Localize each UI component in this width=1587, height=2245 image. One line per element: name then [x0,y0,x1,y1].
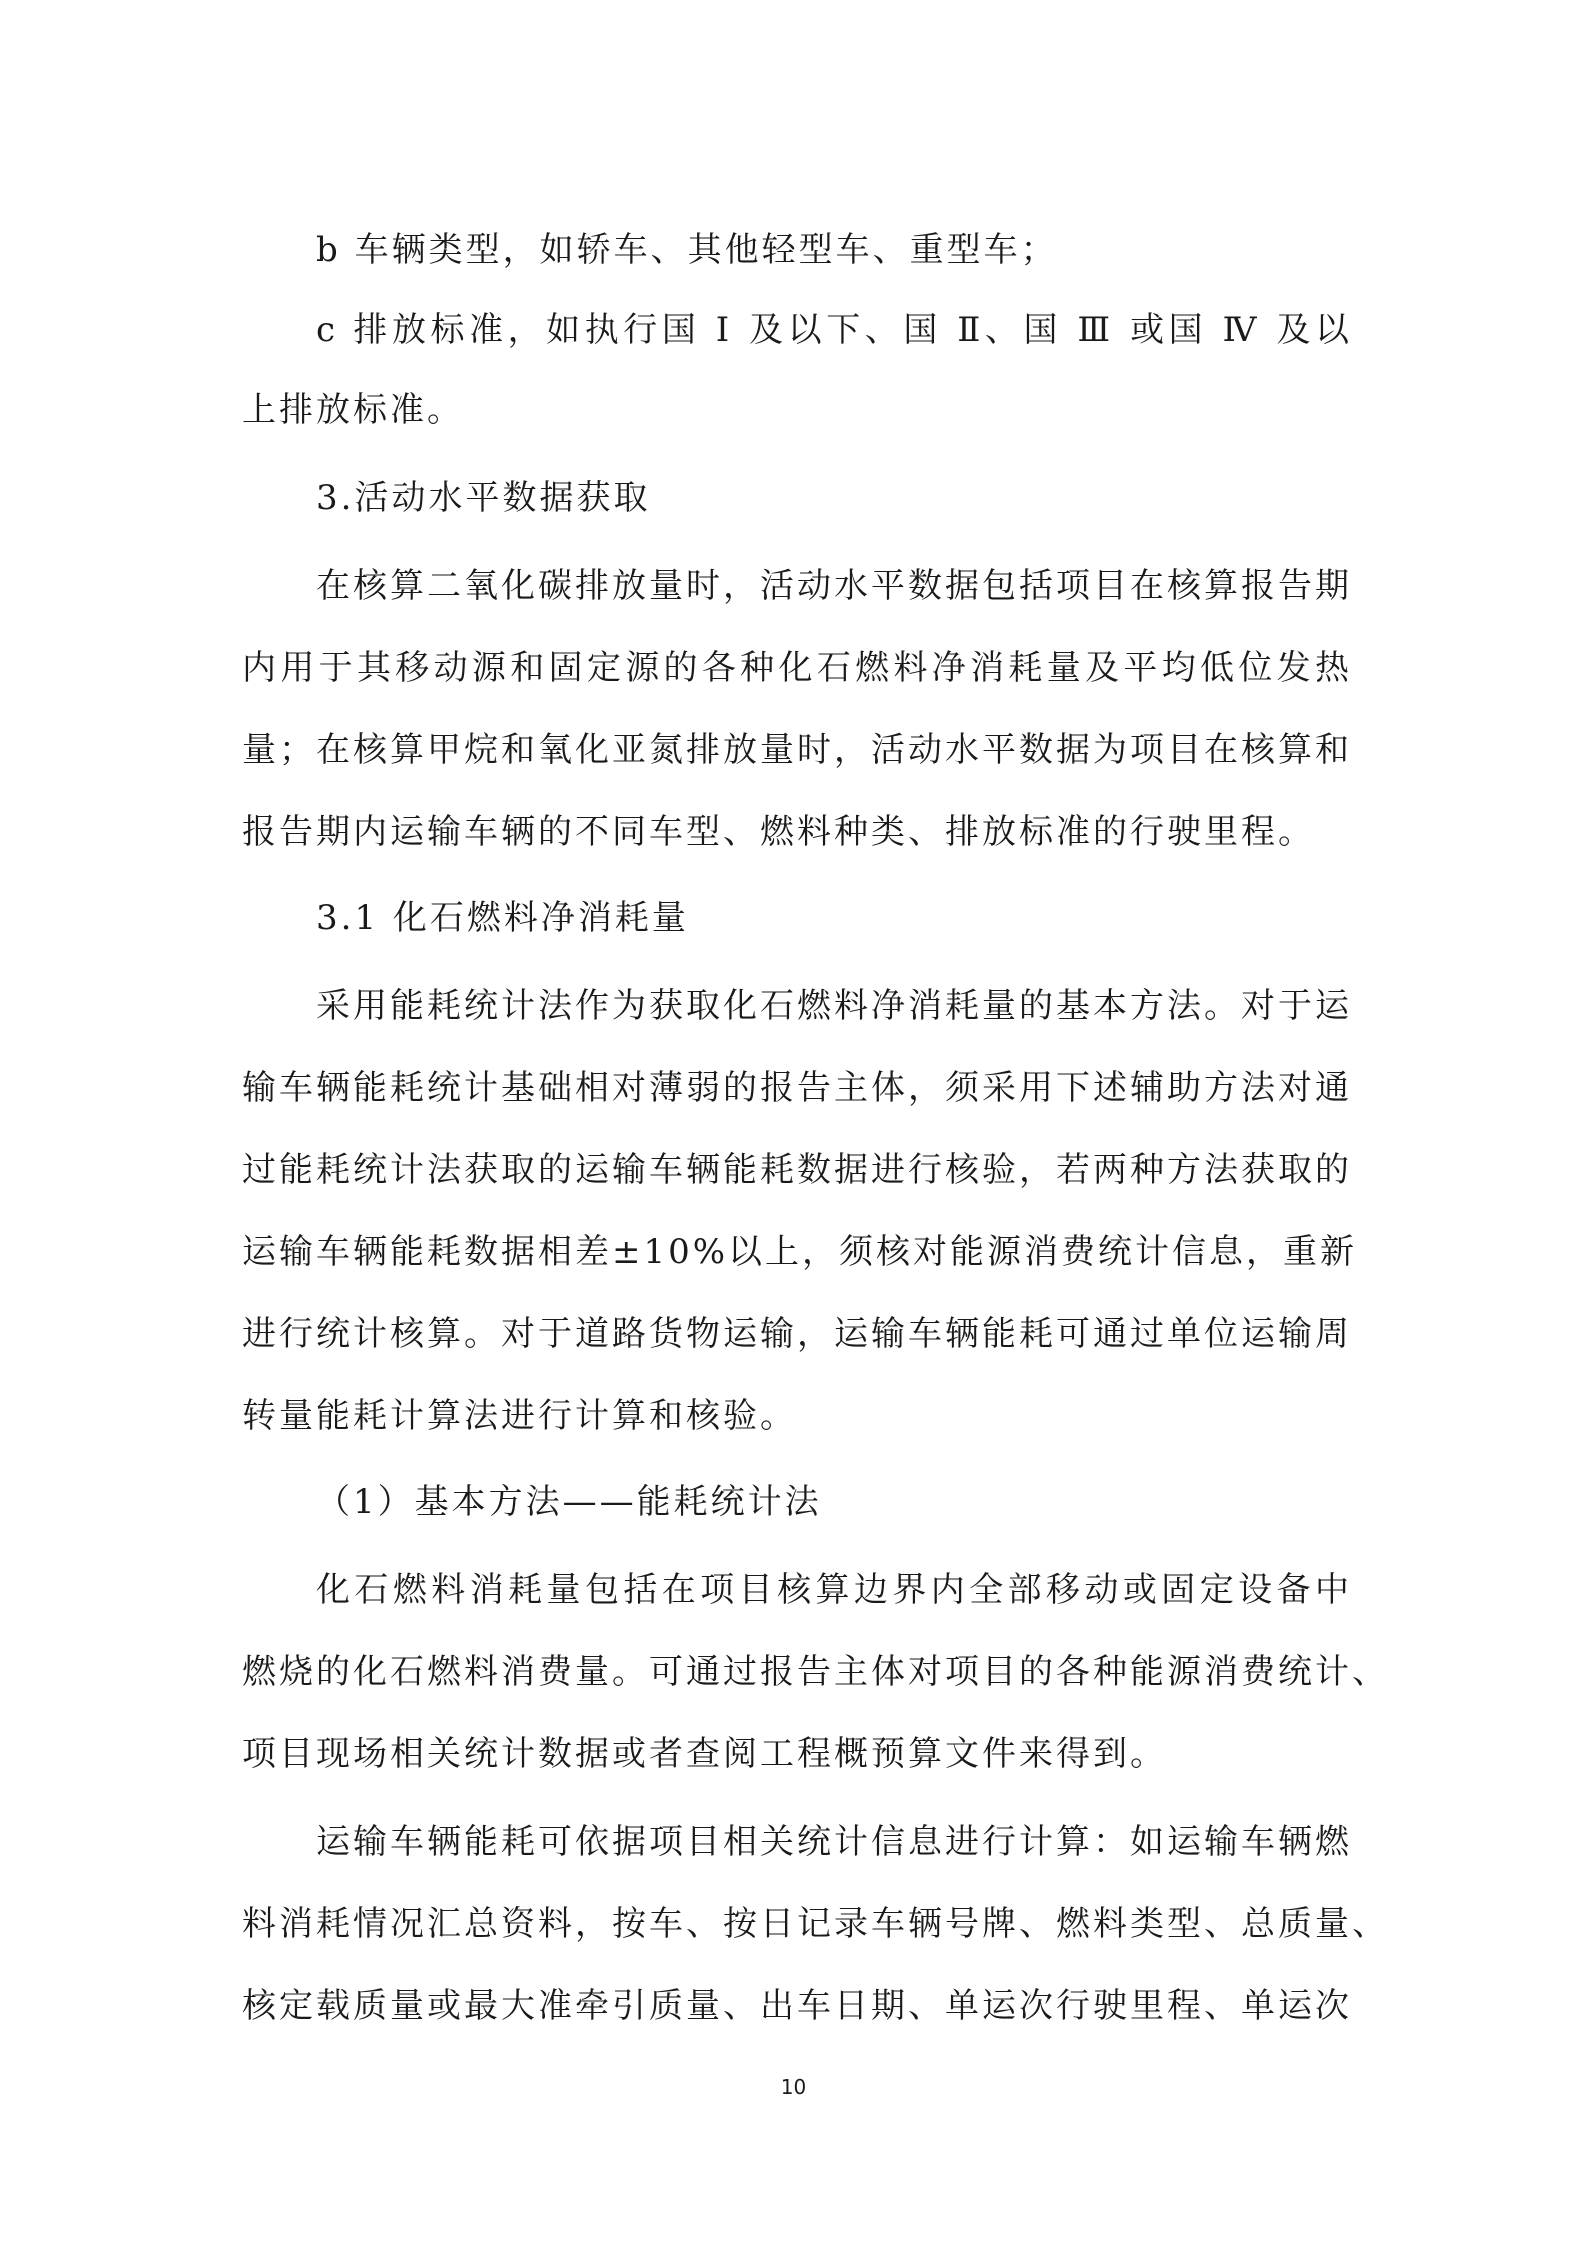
text-line: b 车辆类型，如轿车、其他轻型车、重型车； [316,230,1058,270]
text-line: 核定载质量或最大准牵引质量、出车日期、单运次行驶里程、单运次 [242,1986,1352,2026]
text-line: 化石燃料消耗量包括在项目核算边界内全部移动或固定设备中 [316,1570,1352,1610]
text-line: 上排放标准。 [242,390,464,430]
text-line: 项目现场相关统计数据或者查阅工程概预算文件来得到。 [242,1734,1167,1774]
text-line: 输车辆能耗统计基础相对薄弱的报告主体，须采用下述辅助方法对通 [242,1068,1352,1108]
text-line: 料消耗情况汇总资料，按车、按日记录车辆号牌、燃料类型、总质量、 [242,1904,1389,1944]
text-line: 燃烧的化石燃料消费量。可通过报告主体对项目的各种能源消费统计、 [242,1652,1389,1692]
text-line: 报告期内运输车辆的不同车型、燃料种类、排放标准的行驶里程。 [242,812,1315,852]
page-number: 10 [780,2075,807,2099]
text-line: 运输车辆能耗可依据项目相关统计信息进行计算：如运输车辆燃 [316,1822,1352,1862]
text-line: 在核算二氧化碳排放量时，活动水平数据包括项目在核算报告期 [316,566,1352,606]
text-line: 量；在核算甲烷和氧化亚氮排放量时，活动水平数据为项目在核算和 [242,730,1352,770]
text-line: 转量能耗计算法进行计算和核验。 [242,1396,797,1436]
text-line: 进行统计核算。对于道路货物运输，运输车辆能耗可通过单位运输周 [242,1314,1352,1354]
subsection-heading: 3.1 化石燃料净消耗量 [316,898,689,938]
text-line: 采用能耗统计法作为获取化石燃料净消耗量的基本方法。对于运 [316,986,1352,1026]
section-heading: 3.活动水平数据获取 [316,478,651,518]
text-line: 运输车辆能耗数据相差±10%以上，须核对能源消费统计信息，重新 [242,1232,1358,1272]
text-line: 内用于其移动源和固定源的各种化石燃料净消耗量及平均低位发热 [242,648,1352,688]
method-heading: （1）基本方法——能耗统计法 [316,1482,822,1522]
text-line: c 排放标准，如执行国 Ⅰ 及以下、国 Ⅱ、国 Ⅲ 或国 Ⅳ 及以 [316,310,1352,350]
text-line: 过能耗统计法获取的运输车辆能耗数据进行核验，若两种方法获取的 [242,1150,1352,1190]
